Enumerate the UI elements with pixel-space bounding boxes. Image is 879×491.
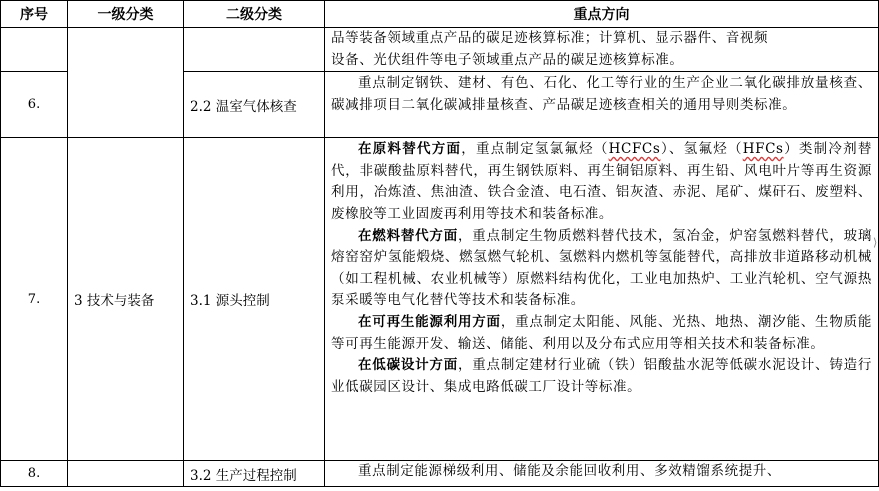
cell-level1 [68,28,184,138]
cell-level2: 3.2 生产过程控制 [184,461,325,487]
cell-level1 [68,461,184,487]
focus-line: 设备、光伏组件等电子领域重点产品的碳足迹核算标准。 [331,51,684,68]
header-seq: 序号 [1,1,68,28]
cell-seq: 6. [1,72,68,138]
cell-seq [1,28,68,72]
cell-focus [325,72,879,138]
table-row [1,28,879,72]
focus-line: 品等装备领域重点产品的碳足迹核算标准；计算机、显示器件、音视频 [331,30,769,46]
term-hfcs: HFCs [742,141,784,158]
focus-paragraph: 重点制定钢铁、建材、有色、石化、化工等行业的生产企业二氧化碳排放量核查、碳减排项目二氧化碳减排量核查、产品碳足迹核查相关的通用导则类标准。 [331,75,872,113]
header-focus: 重点方向 [325,1,879,28]
cell-level1: 3 技术与装备 [68,138,184,461]
header-level1: 一级分类 [68,1,184,28]
paragraph-lead: 在低碳设计方面 [358,357,458,374]
paragraph-text: ）、氢氟烃（ [660,141,743,158]
paragraph-text: ，重点制定建材行业硫（铁）铝酸盐水泥等低碳水泥设计、铸造行业低碳园区设计、集成电路低碳工厂设计等标准。 [331,357,872,395]
focus-paragraph-low-carbon-design [331,355,872,398]
header-level2: 二级分类 [184,1,325,28]
cell-focus [325,28,879,72]
cell-level2 [184,28,325,72]
focus-paragraph-raw-material [331,139,872,225]
cell-focus [325,461,879,487]
term-hcfcs: HCFCs [608,141,661,158]
cell-seq: 8. [1,461,68,487]
paragraph-lead: 在可再生能源利用方面 [358,313,501,330]
table-row [1,138,879,461]
paragraph-text: ，重点制定太阳能、风能、光热、地热、潮汐能、生物质能等可再生能源开发、输送、储能、利用以及分布式应用等相关技术和装备标准。 [331,313,872,352]
focus-paragraph-renewable [331,312,872,355]
paragraph-text: ）类制冷剂替代，非碳酸盐原料替代，再生钢铁原料、再生铜铝原料、再生铅、风电叶片等再生资源利用，冶炼渣、焦油渣、铁合金渣、电石渣、铝灰渣、赤泥、尾矿、煤矸石、废塑料、废橡胶等工业固废再利用等技术和装备标准。 [331,141,873,222]
focus-paragraph-fuel [331,226,872,312]
paragraph-text: ，重点制定生物质燃料替代技术，氢冶金，炉窑氢燃料替代，玻璃熔窑窑炉氢能煅烧、燃氢燃气轮机、氢燃料内燃机等氢能替代，高排放非道路移动机械（如工程机械、农业机械等）原燃料结构优化，工业电加热炉、工业汽轮机、空气源热泵采暖等电气化替代等技术和装备标准。 [331,227,872,309]
table-row [1,461,879,487]
cell-level2: 2.2 温室气体核查 [184,72,325,138]
focus-line: 重点制定能源梯级利用、储能及余能回收利用、多效精馏系统提升、 [358,463,781,480]
paragraph-lead: 在燃料替代方面 [358,227,458,244]
cell-seq: 7. [1,138,68,461]
header-row [1,1,879,28]
cell-focus [325,138,879,461]
scroll-handle-icon[interactable]: ⟩ [873,236,878,249]
cell-level2: 3.1 源头控制 [184,138,325,461]
paragraph-text: ，重点制定氢氯氟烃（ [461,141,609,158]
paragraph-lead: 在原料替代方面 [358,141,462,158]
